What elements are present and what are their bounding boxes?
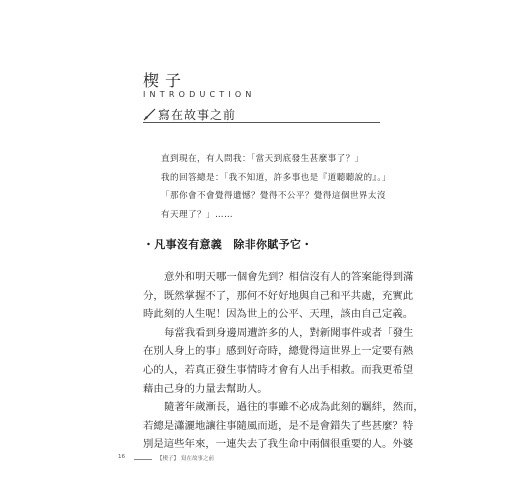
body-line: 時此刻的人生呢！因為世上的公平、天理，該由自己定義。 xyxy=(143,308,414,321)
body-line: 若總是瀟灑地讓往事隨風而逝，是不是會錯失了些甚麼？特 xyxy=(143,419,414,432)
chapter-heading-row xyxy=(143,105,380,123)
body-line: 心的人，若真正發生事情時才會有人出手相救。而我更希望 xyxy=(143,363,414,376)
body-text xyxy=(143,268,424,454)
footer-section-tag: 【楔子】 xyxy=(157,456,180,462)
chapter-heading: 寫在故事之前 xyxy=(158,108,237,122)
footer-divider xyxy=(134,459,152,460)
body-line: 在別人身上的事」感到好奇時，總覺得這世界上一定要有熱 xyxy=(143,345,414,358)
body-line: 每當我看到身邊周遭許多的人，對新聞事件或者「發生 xyxy=(164,326,414,339)
body-line: 隨著年歲漸長，過往的事雖不必成為此刻的羈絆，然而， xyxy=(164,401,424,414)
section-heading: ・凡事沒有意義 除非你賦予它・ xyxy=(143,238,313,251)
quote-line: 有天理了？」…… xyxy=(161,209,233,220)
quote-line: 直到現在，有人問我：「當天到底發生甚麼事了？」 xyxy=(161,154,364,164)
quote-line: 「那你會不會覺得遺憾？覺得不公平？覺得這個世界太沒 xyxy=(161,191,386,201)
pen-icon xyxy=(143,107,157,121)
quote-line: 我的回答總是：「我不知道，許多事也是『道聽聽說的』。」 xyxy=(161,172,391,183)
body-line: 意外和明天哪一個會先到？相信沒有人的答案能得到滿 xyxy=(164,271,414,283)
page-number: 16 xyxy=(118,454,125,460)
body-line: 藉由己身的力量去幫助人。 xyxy=(143,382,268,395)
opening-quote xyxy=(161,150,391,224)
running-title: 寫在故事之前 xyxy=(181,456,215,462)
body-line: 分，既然掌握不了，那何不好好地與自己和平共處，充實此 xyxy=(143,289,414,302)
body-line: 別是這些年來，一連失去了我生命中兩個很重要的人。外婆 xyxy=(143,438,414,451)
chapter-subtitle: INTRODUCTION xyxy=(143,90,256,99)
heading-divider xyxy=(143,122,380,123)
chapter-title: 楔子 xyxy=(143,71,188,90)
